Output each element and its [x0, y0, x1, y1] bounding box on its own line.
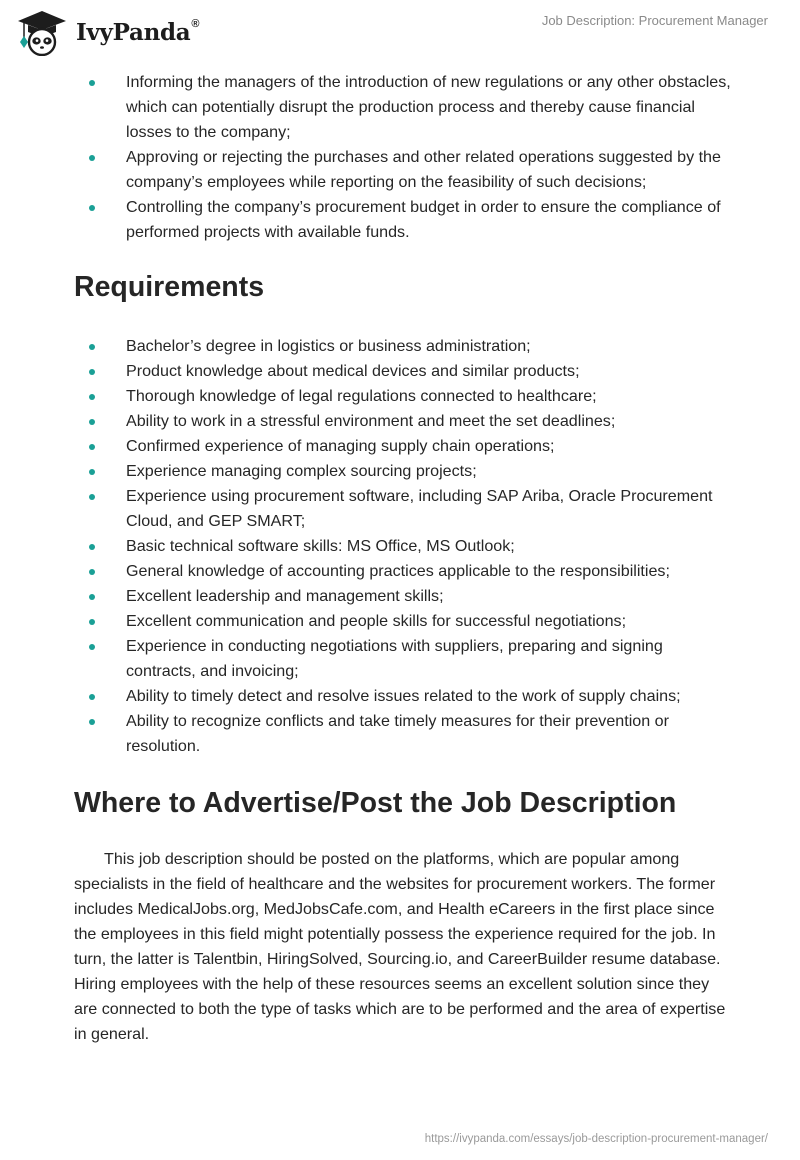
bullet-icon — [89, 569, 95, 575]
list-item: Confirmed experience of managing supply chain operations; — [74, 434, 734, 459]
bullet-icon — [89, 544, 95, 550]
bullet-icon — [89, 619, 95, 625]
list-item: Bachelor’s degree in logistics or business administration; — [74, 334, 734, 359]
duties-list — [74, 70, 734, 245]
list-item: Experience using procurement software, including SAP Ariba, Oracle Procurement Cloud, and GEP SMART; — [74, 484, 734, 534]
list-item: General knowledge of accounting practices applicable to the responsibilities; — [74, 559, 734, 584]
list-item: Thorough knowledge of legal regulations connected to healthcare; — [74, 384, 734, 409]
list-item: Ability to work in a stressful environment and meet the set deadlines; — [74, 409, 734, 434]
panda-mascot-icon — [14, 8, 70, 56]
list-item: Experience managing complex sourcing projects; — [74, 459, 734, 484]
bullet-icon — [89, 694, 95, 700]
source-url[interactable]: https://ivypanda.com/essays/job-description-procurement-manager/ — [424, 1133, 768, 1145]
list-item: Controlling the company’s procurement budget in order to ensure the compliance of performed projects with available funds. — [74, 195, 734, 245]
list-item: Informing the managers of the introduction of new regulations or any other obstacles, which can potentially disrupt the production process and thereby cause financial losses to the company; — [74, 70, 734, 145]
requirements-list — [74, 334, 734, 759]
document-title: Job Description: Procurement Manager — [541, 13, 768, 28]
list-item: Experience in conducting negotiations with suppliers, preparing and signing contracts, and invoicing; — [74, 634, 734, 684]
bullet-icon — [89, 469, 95, 475]
document-body — [74, 70, 734, 1047]
bullet-icon — [89, 594, 95, 600]
bullet-icon — [89, 344, 95, 350]
list-item: Ability to timely detect and resolve issues related to the work of supply chains; — [74, 684, 734, 709]
bullet-icon — [89, 644, 95, 650]
list-item: Approving or rejecting the purchases and other related operations suggested by the company’s employees while reporting on the feasibility of such decisions; — [74, 145, 734, 195]
list-item: Excellent leadership and management skills; — [74, 584, 734, 609]
where-to-advertise-paragraph: This job description should be posted on the platforms, which are popular among specialists in the field of healthcare and the websites for procurement workers. The former includes MedicalJobs.org, MedJobsCafe.com, and Health eCareers in the first place since the employees in this field might potentially possess the experience required for the job. In turn, the latter is Talentbin, HiringSolved, Sourcing.io, and CareerBuilder resume database. Hiring employees with the help of these resources seems an excellent solution since they are connected to both the type of tasks which are to be performed and the area of expertise in general. — [74, 850, 726, 1043]
bullet-icon — [89, 419, 95, 425]
list-item: Product knowledge about medical devices and similar products; — [74, 359, 734, 384]
brand-name: IvyPanda® — [76, 17, 200, 46]
requirements-heading: Requirements — [74, 271, 265, 303]
bullet-icon — [89, 494, 95, 500]
bullet-icon — [89, 205, 95, 211]
ivypanda-logo[interactable] — [14, 8, 199, 56]
list-item: Excellent communication and people skills for successful negotiations; — [74, 609, 734, 634]
list-item: Basic technical software skills: MS Office, MS Outlook; — [74, 534, 734, 559]
bullet-icon — [89, 719, 95, 725]
where-to-advertise-heading: Where to Advertise/Post the Job Description — [74, 787, 677, 819]
bullet-icon — [89, 369, 95, 375]
bullet-icon — [89, 444, 95, 450]
bullet-icon — [89, 394, 95, 400]
bullet-icon — [89, 80, 95, 86]
bullet-icon — [89, 155, 95, 161]
page-header — [0, 0, 800, 60]
list-item: Ability to recognize conflicts and take timely measures for their prevention or resolution. — [74, 709, 734, 759]
